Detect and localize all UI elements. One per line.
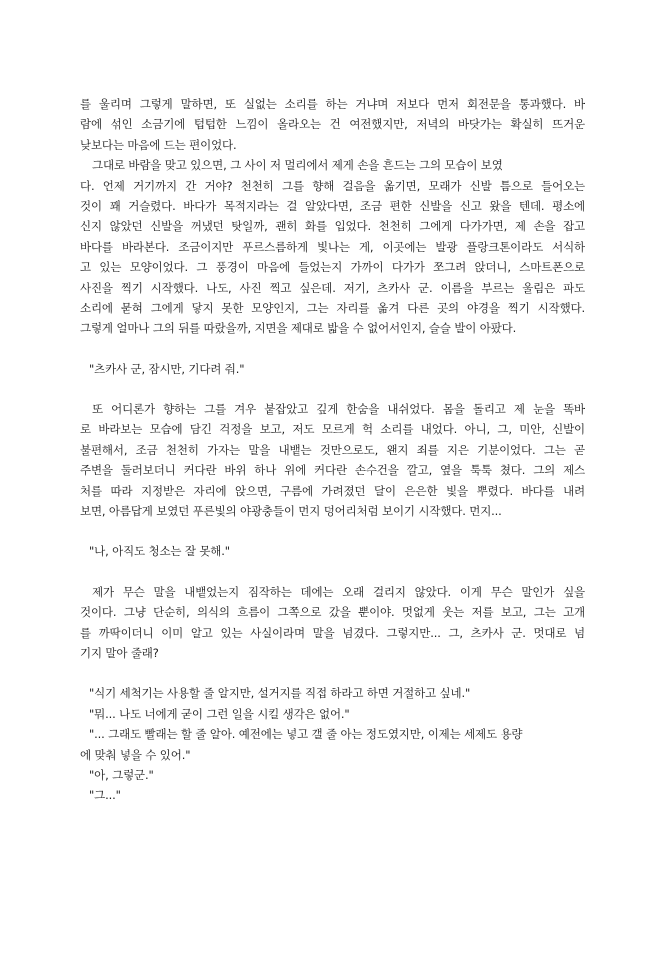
text-line: 로 바라보는 모습에 담긴 걱정을 보고, 저도 모르게 헉 소리를 내었다. 아니, 그, 미안, 신발이	[80, 422, 585, 437]
text-line: 것이다. 그냥 단순히, 의식의 흐름이 그쪽으로 갔을 뿐이야. 멋없게 웃는 저를 보고, 그는 고개	[80, 605, 585, 620]
text-line: 것이 꽤 거슬렸다. 바다가 목적지라는 걸 알았다면, 조금 편한 신발을 신고 왔을 텐데. 평소에	[80, 198, 585, 213]
text-body	[80, 94, 585, 806]
dialogue-line: "아, 그렇군."	[89, 767, 154, 782]
dialogue-line: "... 그래도 빨래는 할 줄 알아. 예전에는 넣고 갤 줄 아는 정도였지만, 이제는 세제도 용량	[89, 727, 523, 742]
paragraph	[80, 94, 585, 155]
text-line: 보면, 아름답게 보였던 푸른빛의 야광충들이 먼지 덩어리처럼 보이기 시작했다. 먼지...	[80, 504, 502, 519]
text-line: 제가 무슨 말을 내뱉었는지 짐작하는 데에는 오래 걸리지 않았다. 이게 무슨 말인가 싶을	[92, 584, 585, 599]
text-line: 고 있는 모양이었다. 그 풍경이 마음에 들었는지 가까이 다가가 쪼그려 앉더니, 스마트폰으로	[80, 260, 585, 275]
text-line: 바다를 바라본다. 조금이지만 푸르스름하게 빛나는 게, 이곳에는 발광 플랑크톤이라도 서식하	[80, 239, 585, 254]
text-line: 를 울리며 그렇게 말하면, 또 실없는 소리를 하는 거냐며 저보다 먼저 회전문을 통과했다. 바	[80, 97, 585, 111]
paragraph	[80, 399, 585, 521]
text-line: 사진을 찍기 시작했다. 나도, 사진 찍고 싶은데. 저기, 츠카사 군. 이름을 부르는 울림은 파도	[80, 280, 585, 295]
paragraph	[80, 582, 585, 664]
dialogue-line: "뭐... 나도 너에게 굳이 그런 일을 시킬 생각은 없어."	[89, 706, 350, 721]
dialogue-line: "식기 세척기는 사용할 줄 알지만, 설거지를 직접 하라고 하면 거절하고 싶네."	[89, 686, 471, 701]
text-line: 주변을 둘러보더니 커다란 바위 하나 위에 커다란 손수건을 깔고, 옆을 툭툭 쳤다. 그의 제스	[80, 463, 585, 478]
text-line: 람에 섞인 소금기에 텁텁한 느낌이 올라오는 건 여전했지만, 저녁의 바닷가는 확실히 뜨거운	[80, 117, 585, 132]
text-line: 를 까딱이더니 이미 알고 있는 사실이라며 말을 넘겼다. 그렇지만... 그, 츠카사 군. 멋대로 넘	[80, 625, 585, 640]
text-line: 또 어디론가 향하는 그를 겨우 붙잡았고 깊게 한숨을 내쉬었다. 몸을 돌리고 제 눈을 똑바	[92, 402, 585, 417]
text-line: 그대로 바람을 맞고 있으면, 그 사이 저 멀리에서 제게 손을 흔드는 그의 모습이 보였	[92, 158, 503, 173]
text-line: 처를 따라 지정받은 자리에 앉으면, 구름에 가려졌던 달이 은은한 빛을 뿌렸다. 바다를 내려	[80, 483, 585, 498]
dialogue-line: "나, 아직도 청소는 잘 못해."	[89, 544, 230, 559]
text-line: 그렇게 얼마나 그의 뒤를 따랐을까, 지면을 제대로 밟을 수 없어서인지, 슬슬 발이 아팠다.	[80, 321, 517, 336]
dialogue-line: "츠카사 군, 잠시만, 기다려 줘."	[89, 361, 245, 376]
dialogue-paragraph	[80, 541, 585, 561]
text-line: 다. 언제 거기까지 간 거야? 천천히 그를 향해 걸음을 옮기면, 모래가 신발 틈으로 들어오는	[80, 178, 585, 193]
text-line: 낮보다는 마음에 드는 편이었다.	[80, 137, 237, 152]
text-line: 신지 않았던 신발을 꺼냈던 탓일까, 괜히 화를 입었다. 천천히 그에게 다가가면, 제 손을 잡고	[80, 219, 585, 234]
paragraph	[80, 155, 585, 339]
dialogue-line: 에 맞춰 넣을 수 있어."	[80, 747, 191, 762]
text-line: 불편해서, 조금 천천히 가자는 말을 내뱉는 것만으로도, 왠지 죄를 지은 기분이었다. 그는 곧	[80, 442, 585, 457]
text-line: 기지 말아 줄래?	[80, 645, 159, 660]
dialogue-paragraph	[80, 683, 585, 805]
text-line: 소리에 묻혀 그에게 닿지 못한 모양인지, 그는 자리를 옮겨 다른 곳의 야경을 찍기 시작했다.	[80, 300, 585, 315]
dialogue-paragraph	[80, 359, 585, 379]
dialogue-line: "그..."	[89, 788, 121, 803]
